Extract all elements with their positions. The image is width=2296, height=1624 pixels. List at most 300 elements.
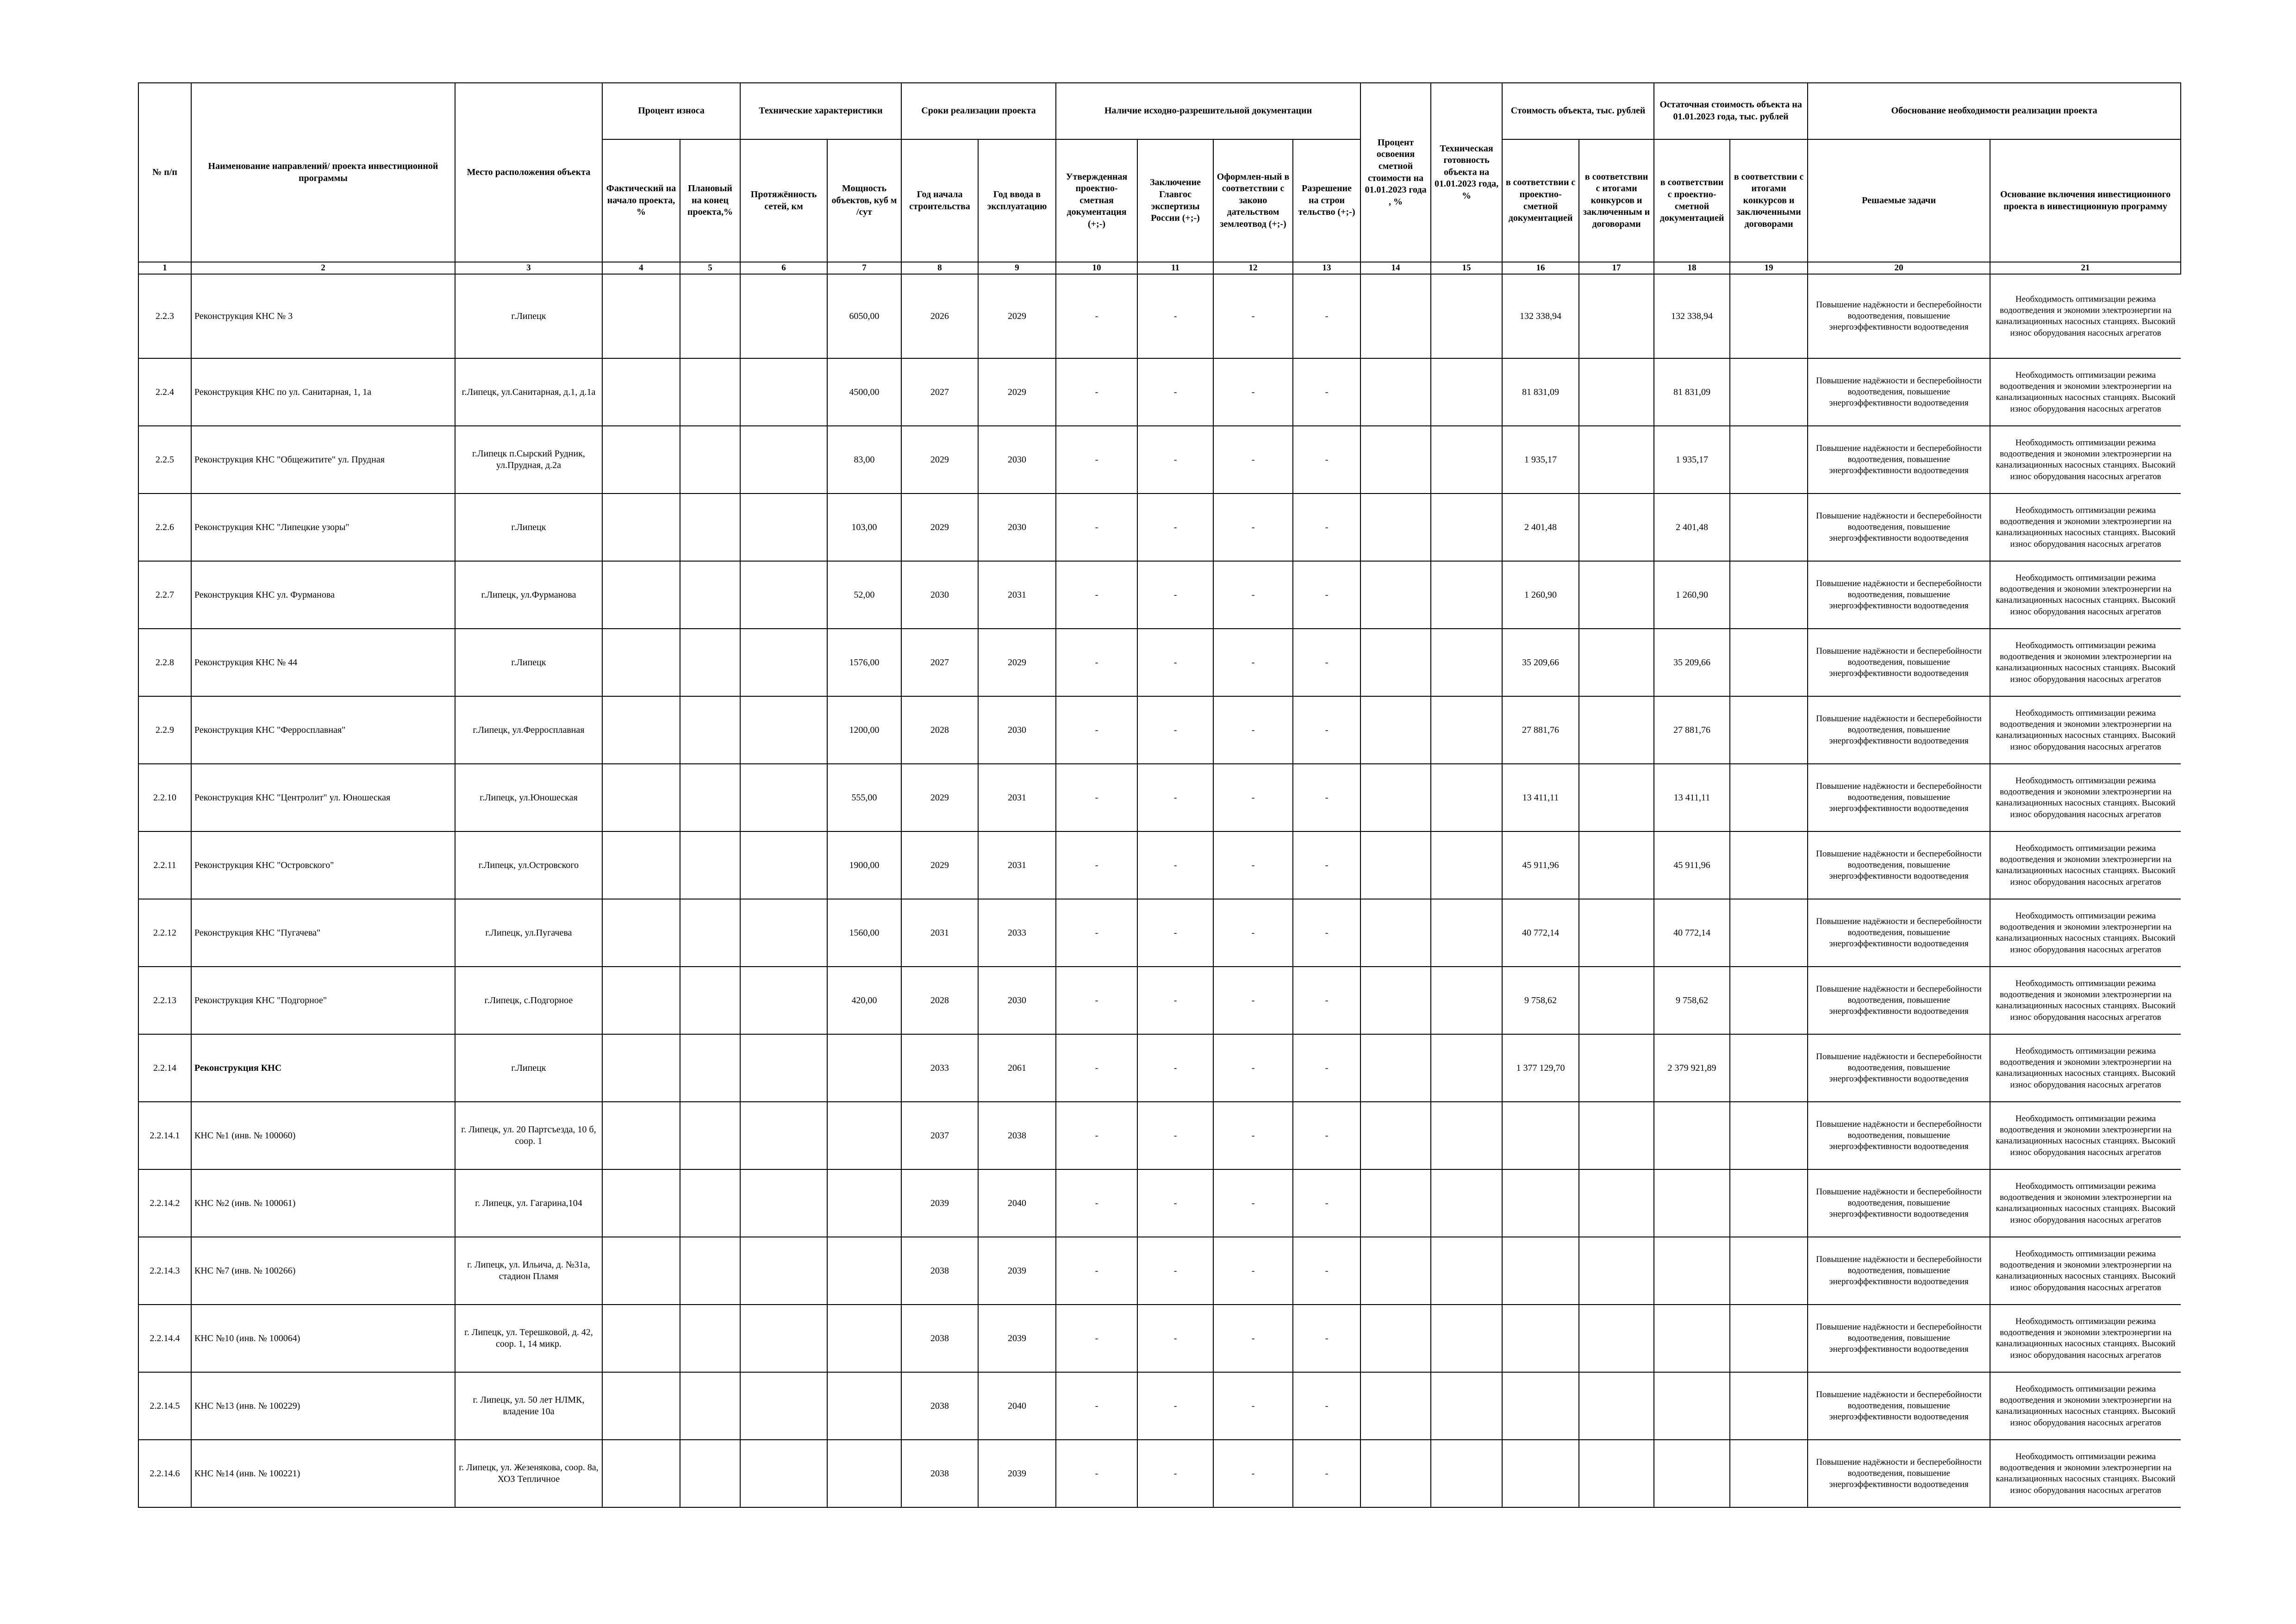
row-place: г.Липецк, ул.Санитарная, д.1, д.1а — [455, 358, 602, 426]
row-docs-permit: - — [1293, 967, 1360, 1034]
row-residual-contracts — [1730, 831, 1808, 899]
row-task: Повышение надёжности и бесперебойности водоотведения, повышение энергоэффективности водоотведения — [1808, 1372, 1990, 1440]
header-docs-permit: Разрешение на строи тельство (+;-) — [1293, 139, 1360, 262]
row-wear-plan — [680, 1237, 740, 1305]
row-number: 2.2.10 — [138, 764, 191, 831]
row-percent-dev — [1360, 764, 1431, 831]
header-docs-expert: Заключение Главгос экспертизы России (+;-) — [1137, 139, 1213, 262]
row-end-year: 2040 — [978, 1169, 1056, 1237]
header-terms-end: Год ввода в эксплуатацию — [978, 139, 1056, 262]
row-tech-len — [740, 358, 827, 426]
table-row — [138, 426, 2181, 493]
row-docs-land: - — [1213, 358, 1293, 426]
column-number: 10 — [1056, 262, 1137, 274]
row-task: Повышение надёжности и бесперебойности водоотведения, повышение энергоэффективности водоотведения — [1808, 1305, 1990, 1372]
column-number: 16 — [1502, 262, 1579, 274]
row-residual-contracts — [1730, 1305, 1808, 1372]
row-tech-power — [827, 1102, 901, 1169]
row-wear-fact — [602, 1169, 680, 1237]
header-terms-start: Год начала строительства — [901, 139, 978, 262]
row-reason: Необходимость оптимизации режима водоотведения и экономии электроэнергии на канализационных насосных станциях. Высокий износ оборудования насосных агрегатов — [1990, 831, 2181, 899]
row-place: г.Липецк, ул.Фурманова — [455, 561, 602, 629]
header-residual: Остаточная стоимость объекта на 01.01.2023 года, тыс. рублей — [1654, 83, 1808, 139]
header-cost: Стоимость объекта, тыс. рублей — [1502, 83, 1654, 139]
row-docs-approved: - — [1056, 1102, 1137, 1169]
row-cost-psd — [1502, 1169, 1579, 1237]
row-tech-power: 6050,00 — [827, 274, 901, 358]
row-docs-land: - — [1213, 1372, 1293, 1440]
row-end-year: 2030 — [978, 967, 1056, 1034]
row-docs-approved: - — [1056, 696, 1137, 764]
row-cost-psd — [1502, 1237, 1579, 1305]
row-start-year: 2029 — [901, 764, 978, 831]
header-readiness: Техническая готовность объекта на 01.01.2023 года, % — [1431, 83, 1502, 262]
table-row — [138, 493, 2181, 561]
row-percent-dev — [1360, 426, 1431, 493]
row-docs-land: - — [1213, 1169, 1293, 1237]
row-wear-fact — [602, 764, 680, 831]
row-readiness — [1431, 1372, 1502, 1440]
row-cost-contracts — [1579, 967, 1654, 1034]
row-tech-len — [740, 1372, 827, 1440]
row-residual-contracts — [1730, 899, 1808, 967]
row-wear-plan — [680, 629, 740, 696]
row-cost-psd: 132 338,94 — [1502, 274, 1579, 358]
row-residual-contracts — [1730, 1169, 1808, 1237]
row-readiness — [1431, 493, 1502, 561]
header-cost-contracts: в соответствии с итогами конкурсов и заключенным и договорами — [1579, 139, 1654, 262]
row-tech-power: 52,00 — [827, 561, 901, 629]
header-wear: Процент износа — [602, 83, 740, 139]
row-docs-land: - — [1213, 899, 1293, 967]
row-reason: Необходимость оптимизации режима водоотведения и экономии электроэнергии на канализационных насосных станциях. Высокий износ оборудования насосных агрегатов — [1990, 1102, 2181, 1169]
row-place: г.Липецк, с.Подгорное — [455, 967, 602, 1034]
row-end-year: 2038 — [978, 1102, 1056, 1169]
row-docs-approved: - — [1056, 426, 1137, 493]
row-start-year: 2039 — [901, 1169, 978, 1237]
row-name: КНС №7 (инв. № 100266) — [191, 1237, 455, 1305]
row-task: Повышение надёжности и бесперебойности водоотведения, повышение энергоэффективности водоотведения — [1808, 1102, 1990, 1169]
column-number: 6 — [740, 262, 827, 274]
row-residual-psd: 9 758,62 — [1654, 967, 1730, 1034]
row-reason: Необходимость оптимизации режима водоотведения и экономии электроэнергии на канализационных насосных станциях. Высокий износ оборудования насосных агрегатов — [1990, 1440, 2181, 1507]
row-end-year: 2030 — [978, 493, 1056, 561]
row-residual-psd: 132 338,94 — [1654, 274, 1730, 358]
row-tech-power: 420,00 — [827, 967, 901, 1034]
row-docs-approved: - — [1056, 1372, 1137, 1440]
row-residual-contracts — [1730, 358, 1808, 426]
row-tech-len — [740, 1440, 827, 1507]
row-tech-power: 1200,00 — [827, 696, 901, 764]
row-docs-approved: - — [1056, 967, 1137, 1034]
column-number: 8 — [901, 262, 978, 274]
row-wear-plan — [680, 1305, 740, 1372]
row-cost-psd: 81 831,09 — [1502, 358, 1579, 426]
row-residual-contracts — [1730, 967, 1808, 1034]
row-docs-expert: - — [1137, 899, 1213, 967]
row-wear-plan — [680, 696, 740, 764]
row-residual-psd — [1654, 1305, 1730, 1372]
row-docs-permit: - — [1293, 1237, 1360, 1305]
row-start-year: 2027 — [901, 629, 978, 696]
table-row — [138, 696, 2181, 764]
row-number: 2.2.14 — [138, 1034, 191, 1102]
row-docs-approved: - — [1056, 493, 1137, 561]
row-tech-len — [740, 764, 827, 831]
row-reason: Необходимость оптимизации режима водоотведения и экономии электроэнергии на канализационных насосных станциях. Высокий износ оборудования насосных агрегатов — [1990, 764, 2181, 831]
row-cost-contracts — [1579, 764, 1654, 831]
row-readiness — [1431, 1102, 1502, 1169]
row-tech-power — [827, 1237, 901, 1305]
row-start-year: 2028 — [901, 967, 978, 1034]
row-wear-plan — [680, 1169, 740, 1237]
header-just-tasks: Решаемые задачи — [1808, 139, 1990, 262]
row-start-year: 2038 — [901, 1305, 978, 1372]
row-residual-contracts — [1730, 561, 1808, 629]
row-number: 2.2.7 — [138, 561, 191, 629]
row-percent-dev — [1360, 561, 1431, 629]
row-place: г.Липецк, ул.Юношеская — [455, 764, 602, 831]
row-wear-plan — [680, 967, 740, 1034]
row-name: КНС №14 (инв. № 100221) — [191, 1440, 455, 1507]
row-tech-len — [740, 1034, 827, 1102]
row-cost-psd: 13 411,11 — [1502, 764, 1579, 831]
row-docs-land: - — [1213, 831, 1293, 899]
header-docs: Наличие исходно-разрешительной документации — [1056, 83, 1360, 139]
row-percent-dev — [1360, 831, 1431, 899]
row-start-year: 2038 — [901, 1372, 978, 1440]
row-docs-permit: - — [1293, 358, 1360, 426]
row-residual-contracts — [1730, 629, 1808, 696]
row-wear-fact — [602, 967, 680, 1034]
row-docs-expert: - — [1137, 1237, 1213, 1305]
row-docs-land: - — [1213, 1305, 1293, 1372]
row-residual-psd: 81 831,09 — [1654, 358, 1730, 426]
row-cost-contracts — [1579, 358, 1654, 426]
row-cost-psd: 1 935,17 — [1502, 426, 1579, 493]
row-residual-contracts — [1730, 764, 1808, 831]
row-task: Повышение надёжности и бесперебойности водоотведения, повышение энергоэффективности водоотведения — [1808, 426, 1990, 493]
row-residual-psd — [1654, 1372, 1730, 1440]
header-residual-psd: в соответствии с проектно-сметной документацией — [1654, 139, 1730, 262]
row-docs-permit: - — [1293, 561, 1360, 629]
row-number: 2.2.5 — [138, 426, 191, 493]
row-start-year: 2033 — [901, 1034, 978, 1102]
row-docs-expert: - — [1137, 1169, 1213, 1237]
row-cost-psd: 40 772,14 — [1502, 899, 1579, 967]
row-docs-expert: - — [1137, 1034, 1213, 1102]
column-number: 14 — [1360, 262, 1431, 274]
row-place: г.Липецк — [455, 274, 602, 358]
row-docs-expert: - — [1137, 1102, 1213, 1169]
row-readiness — [1431, 1305, 1502, 1372]
row-cost-contracts — [1579, 493, 1654, 561]
row-residual-contracts — [1730, 696, 1808, 764]
row-place: г. Липецк, ул. Жезенякова, соор. 8а, ХОЗ Тепличное — [455, 1440, 602, 1507]
row-residual-contracts — [1730, 493, 1808, 561]
row-cost-contracts — [1579, 1305, 1654, 1372]
row-docs-expert: - — [1137, 274, 1213, 358]
header-docs-approved: Утвержденная проектно-сметная документация (+;-) — [1056, 139, 1137, 262]
column-number: 2 — [191, 262, 455, 274]
table-row — [138, 967, 2181, 1034]
row-docs-approved: - — [1056, 1169, 1137, 1237]
row-tech-power: 555,00 — [827, 764, 901, 831]
header-tech-power: Мощность объектов, куб м /сут — [827, 139, 901, 262]
row-wear-fact — [602, 1440, 680, 1507]
row-residual-psd: 2 401,48 — [1654, 493, 1730, 561]
row-cost-psd: 35 209,66 — [1502, 629, 1579, 696]
row-wear-fact — [602, 831, 680, 899]
column-number: 21 — [1990, 262, 2181, 274]
row-docs-expert: - — [1137, 831, 1213, 899]
row-docs-land: - — [1213, 493, 1293, 561]
row-place: г.Липецк, ул.Ферросплавная — [455, 696, 602, 764]
row-docs-land: - — [1213, 764, 1293, 831]
column-number: 13 — [1293, 262, 1360, 274]
row-docs-land: - — [1213, 1237, 1293, 1305]
header-place: Место расположения объекта — [455, 83, 602, 262]
row-docs-land: - — [1213, 274, 1293, 358]
row-task: Повышение надёжности и бесперебойности водоотведения, повышение энергоэффективности водоотведения — [1808, 1034, 1990, 1102]
table-row — [138, 1372, 2181, 1440]
row-place: г.Липецк — [455, 493, 602, 561]
row-task: Повышение надёжности и бесперебойности водоотведения, повышение энергоэффективности водоотведения — [1808, 1237, 1990, 1305]
row-readiness — [1431, 1237, 1502, 1305]
row-docs-land: - — [1213, 426, 1293, 493]
column-number: 19 — [1730, 262, 1808, 274]
row-residual-psd: 1 260,90 — [1654, 561, 1730, 629]
row-number: 2.2.9 — [138, 696, 191, 764]
row-cost-psd: 9 758,62 — [1502, 967, 1579, 1034]
row-wear-plan — [680, 1034, 740, 1102]
row-place: г. Липецк, ул. Ильича, д. №31а, стадион Пламя — [455, 1237, 602, 1305]
row-tech-len — [740, 696, 827, 764]
row-docs-permit: - — [1293, 426, 1360, 493]
row-number: 2.2.14.4 — [138, 1305, 191, 1372]
row-task: Повышение надёжности и бесперебойности водоотведения, повышение энергоэффективности водоотведения — [1808, 629, 1990, 696]
row-cost-psd: 2 401,48 — [1502, 493, 1579, 561]
row-docs-expert: - — [1137, 629, 1213, 696]
header-docs-land: Оформлен-ный в соответствии с законо дательством землеотвод (+;-) — [1213, 139, 1293, 262]
column-number: 3 — [455, 262, 602, 274]
row-task: Повышение надёжности и бесперебойности водоотведения, повышение энергоэффективности водоотведения — [1808, 1440, 1990, 1507]
row-tech-power: 103,00 — [827, 493, 901, 561]
row-docs-approved: - — [1056, 764, 1137, 831]
row-tech-power: 1560,00 — [827, 899, 901, 967]
column-numbers-row — [138, 262, 2181, 274]
header-residual-contracts: в соответствии с итогами конкурсов и заключенными договорами — [1730, 139, 1808, 262]
row-tech-power — [827, 1169, 901, 1237]
row-cost-psd — [1502, 1440, 1579, 1507]
header-terms: Сроки реализации проекта — [901, 83, 1056, 139]
row-place: г.Липецк п.Сырский Рудник, ул.Прудная, д.2а — [455, 426, 602, 493]
row-reason: Необходимость оптимизации режима водоотведения и экономии электроэнергии на канализационных насосных станциях. Высокий износ оборудования насосных агрегатов — [1990, 629, 2181, 696]
row-tech-len — [740, 1305, 827, 1372]
row-place: г.Липецк, ул.Островского — [455, 831, 602, 899]
row-residual-contracts — [1730, 1034, 1808, 1102]
row-task: Повышение надёжности и бесперебойности водоотведения, повышение энергоэффективности водоотведения — [1808, 967, 1990, 1034]
row-cost-contracts — [1579, 1169, 1654, 1237]
row-tech-power — [827, 1372, 901, 1440]
row-tech-len — [740, 493, 827, 561]
row-docs-expert: - — [1137, 764, 1213, 831]
row-task: Повышение надёжности и бесперебойности водоотведения, повышение энергоэффективности водоотведения — [1808, 764, 1990, 831]
row-docs-permit: - — [1293, 274, 1360, 358]
table-row — [138, 1237, 2181, 1305]
row-place: г. Липецк, ул. Гагарина,104 — [455, 1169, 602, 1237]
row-percent-dev — [1360, 696, 1431, 764]
row-residual-contracts — [1730, 426, 1808, 493]
row-name: Реконструкция КНС "Островского" — [191, 831, 455, 899]
row-docs-permit: - — [1293, 1034, 1360, 1102]
row-end-year: 2039 — [978, 1305, 1056, 1372]
row-readiness — [1431, 696, 1502, 764]
row-reason: Необходимость оптимизации режима водоотведения и экономии электроэнергии на канализационных насосных станциях. Высокий износ оборудования насосных агрегатов — [1990, 1237, 2181, 1305]
row-end-year: 2039 — [978, 1237, 1056, 1305]
row-tech-power: 83,00 — [827, 426, 901, 493]
row-task: Повышение надёжности и бесперебойности водоотведения, повышение энергоэффективности водоотведения — [1808, 358, 1990, 426]
row-name: Реконструкция КНС "Центролит" ул. Юношеская — [191, 764, 455, 831]
row-place: г.Липецк, ул.Пугачева — [455, 899, 602, 967]
row-docs-expert: - — [1137, 358, 1213, 426]
row-name: Реконструкция КНС № 44 — [191, 629, 455, 696]
row-reason: Необходимость оптимизации режима водоотведения и экономии электроэнергии на канализационных насосных станциях. Высокий износ оборудования насосных агрегатов — [1990, 967, 2181, 1034]
row-name: Реконструкция КНС по ул. Санитарная, 1, 1а — [191, 358, 455, 426]
row-docs-permit: - — [1293, 1305, 1360, 1372]
column-number: 17 — [1579, 262, 1654, 274]
table-row — [138, 1102, 2181, 1169]
row-docs-permit: - — [1293, 696, 1360, 764]
row-docs-approved: - — [1056, 629, 1137, 696]
row-cost-contracts — [1579, 1372, 1654, 1440]
row-cost-contracts — [1579, 274, 1654, 358]
row-docs-land: - — [1213, 696, 1293, 764]
row-wear-fact — [602, 493, 680, 561]
row-residual-psd: 27 881,76 — [1654, 696, 1730, 764]
row-reason: Необходимость оптимизации режима водоотведения и экономии электроэнергии на канализационных насосных станциях. Высокий износ оборудования насосных агрегатов — [1990, 274, 2181, 358]
row-percent-dev — [1360, 1237, 1431, 1305]
header-wear-plan: Плановый на конец проекта,% — [680, 139, 740, 262]
row-docs-permit: - — [1293, 764, 1360, 831]
row-number: 2.2.14.5 — [138, 1372, 191, 1440]
row-wear-fact — [602, 1237, 680, 1305]
row-place: г. Липецк, ул. 20 Партсъезда, 10 б, соор. 1 — [455, 1102, 602, 1169]
row-name: КНС №1 (инв. № 100060) — [191, 1102, 455, 1169]
column-number: 5 — [680, 262, 740, 274]
row-start-year: 2029 — [901, 493, 978, 561]
row-docs-expert: - — [1137, 967, 1213, 1034]
row-wear-fact — [602, 696, 680, 764]
row-docs-approved: - — [1056, 1034, 1137, 1102]
row-number: 2.2.3 — [138, 274, 191, 358]
row-name: Реконструкция КНС "Липецкие узоры" — [191, 493, 455, 561]
row-percent-dev — [1360, 274, 1431, 358]
row-wear-fact — [602, 561, 680, 629]
row-cost-psd: 1 377 129,70 — [1502, 1034, 1579, 1102]
row-tech-len — [740, 274, 827, 358]
row-cost-psd — [1502, 1305, 1579, 1372]
row-tech-power — [827, 1305, 901, 1372]
header-justification: Обоснование необходимости реализации проекта — [1808, 83, 2181, 139]
row-wear-plan — [680, 831, 740, 899]
table-row — [138, 274, 2181, 358]
row-docs-land: - — [1213, 967, 1293, 1034]
row-docs-expert: - — [1137, 561, 1213, 629]
column-number: 4 — [602, 262, 680, 274]
row-end-year: 2031 — [978, 764, 1056, 831]
row-tech-len — [740, 831, 827, 899]
row-docs-expert: - — [1137, 493, 1213, 561]
row-cost-contracts — [1579, 561, 1654, 629]
row-wear-plan — [680, 764, 740, 831]
row-residual-contracts — [1730, 1372, 1808, 1440]
row-name: Реконструкция КНС "Пугачева" — [191, 899, 455, 967]
row-tech-len — [740, 426, 827, 493]
row-tech-len — [740, 629, 827, 696]
row-wear-fact — [602, 1372, 680, 1440]
row-residual-contracts — [1730, 274, 1808, 358]
row-reason: Необходимость оптимизации режима водоотведения и экономии электроэнергии на канализационных насосных станциях. Высокий износ оборудования насосных агрегатов — [1990, 561, 2181, 629]
row-end-year: 2061 — [978, 1034, 1056, 1102]
row-docs-approved: - — [1056, 1305, 1137, 1372]
row-name: КНС №13 (инв. № 100229) — [191, 1372, 455, 1440]
row-readiness — [1431, 561, 1502, 629]
row-start-year: 2030 — [901, 561, 978, 629]
row-cost-contracts — [1579, 1102, 1654, 1169]
row-wear-plan — [680, 1102, 740, 1169]
row-reason: Необходимость оптимизации режима водоотведения и экономии электроэнергии на канализационных насосных станциях. Высокий износ оборудования насосных агрегатов — [1990, 696, 2181, 764]
row-docs-land: - — [1213, 1102, 1293, 1169]
row-task: Повышение надёжности и бесперебойности водоотведения, повышение энергоэффективности водоотведения — [1808, 561, 1990, 629]
row-reason: Необходимость оптимизации режима водоотведения и экономии электроэнергии на канализационных насосных станциях. Высокий износ оборудования насосных агрегатов — [1990, 426, 2181, 493]
row-cost-psd: 1 260,90 — [1502, 561, 1579, 629]
row-start-year: 2038 — [901, 1237, 978, 1305]
row-tech-len — [740, 1237, 827, 1305]
row-end-year: 2040 — [978, 1372, 1056, 1440]
row-reason: Необходимость оптимизации режима водоотведения и экономии электроэнергии на канализационных насосных станциях. Высокий износ оборудования насосных агрегатов — [1990, 1034, 2181, 1102]
row-cost-contracts — [1579, 1237, 1654, 1305]
row-residual-psd — [1654, 1169, 1730, 1237]
table-row — [138, 1169, 2181, 1237]
row-task: Повышение надёжности и бесперебойности водоотведения, повышение энергоэффективности водоотведения — [1808, 696, 1990, 764]
row-readiness — [1431, 967, 1502, 1034]
row-readiness — [1431, 831, 1502, 899]
row-docs-expert: - — [1137, 1440, 1213, 1507]
row-residual-psd: 40 772,14 — [1654, 899, 1730, 967]
row-readiness — [1431, 1440, 1502, 1507]
row-docs-land: - — [1213, 561, 1293, 629]
row-percent-dev — [1360, 1034, 1431, 1102]
header-name: Наименование направлений/ проекта инвестиционной программы — [191, 83, 455, 262]
header-wear-fact: Фактический на начало проекта, % — [602, 139, 680, 262]
row-start-year: 2031 — [901, 899, 978, 967]
row-wear-fact — [602, 899, 680, 967]
row-wear-plan — [680, 899, 740, 967]
row-reason: Необходимость оптимизации режима водоотведения и экономии электроэнергии на канализационных насосных станциях. Высокий износ оборудования насосных агрегатов — [1990, 1372, 2181, 1440]
row-docs-expert: - — [1137, 696, 1213, 764]
table-row — [138, 358, 2181, 426]
row-reason: Необходимость оптимизации режима водоотведения и экономии электроэнергии на канализационных насосных станциях. Высокий износ оборудования насосных агрегатов — [1990, 899, 2181, 967]
row-docs-approved: - — [1056, 358, 1137, 426]
row-percent-dev — [1360, 967, 1431, 1034]
row-residual-psd — [1654, 1237, 1730, 1305]
row-tech-len — [740, 899, 827, 967]
row-number: 2.2.4 — [138, 358, 191, 426]
row-end-year: 2039 — [978, 1440, 1056, 1507]
row-end-year: 2030 — [978, 426, 1056, 493]
row-name: Реконструкция КНС ул. Фурманова — [191, 561, 455, 629]
